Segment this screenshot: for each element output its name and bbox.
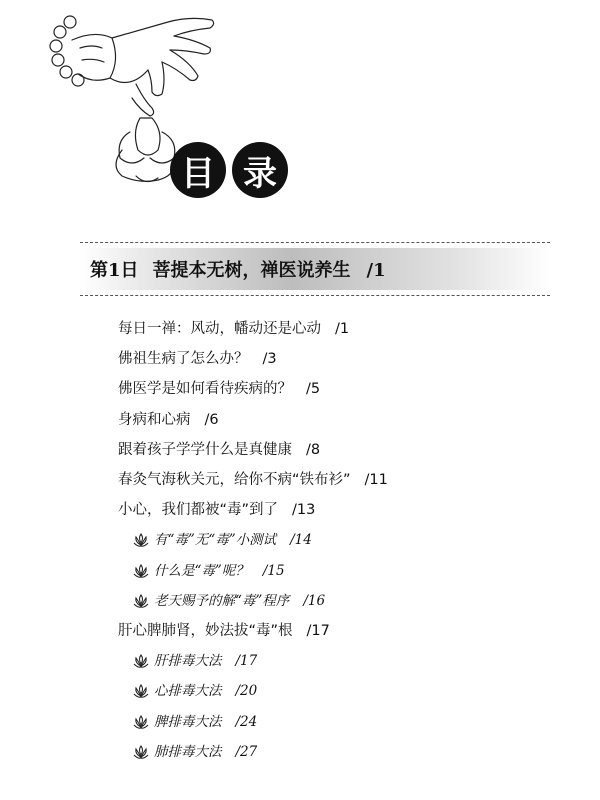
toc-entry-title: 佛祖生病了怎么办？ [118,351,249,368]
toc-entry-page: /1 [335,321,350,338]
toc-entry-title: 肝心脾肺肾，妙法拔“毒”根 [118,622,293,639]
title-char-2: 录 [232,142,288,198]
toc-entry-title: 小心，我们都被“毒”到了 [118,502,279,519]
toc-entry-page: /16 [303,592,326,609]
lotus-icon [132,592,150,610]
lotus-icon [132,743,150,761]
toc-entry[interactable] [118,465,578,495]
toc-entry-page: /13 [292,502,316,519]
toc-list [118,314,578,767]
toc-entry[interactable] [118,314,578,344]
toc-entry[interactable] [118,495,578,525]
toc-entry-title: 老天赐予的解“毒”程序 [154,592,290,609]
toc-entry-page: /8 [306,441,321,458]
toc-entry-title: 肝排毒大法 [154,653,222,670]
toc-subentry[interactable] [118,676,578,706]
chapter-page: /1 [366,260,386,281]
toc-entry-page: /24 [235,713,258,730]
toc-entry-page: /14 [290,532,312,549]
lotus-icon [132,682,150,700]
toc-entry-page: /3 [262,351,277,368]
lotus-icon [132,562,150,580]
chapter-heading [90,256,386,282]
toc-entry-title: 佛医学是如何看待疾病的？ [118,381,292,398]
toc-subentry[interactable] [118,646,578,676]
toc-entry-title: 脾排毒大法 [154,713,222,730]
toc-entry-page: /5 [306,381,321,398]
toc-entry[interactable] [118,344,578,374]
toc-subentry[interactable] [118,586,578,616]
lotus-icon [132,713,150,731]
toc-subentry[interactable] [118,737,578,767]
toc-entry-title: 有“毒”无“毒”小测试 [154,532,277,549]
toc-entry-title: 春灸气海秋关元，给你不病“铁布衫” [118,472,351,489]
toc-entry-page: /20 [235,683,258,700]
toc-entry[interactable] [118,405,578,435]
chapter-title: 菩提本无树，禅医说养生 [152,260,351,281]
toc-subentry[interactable] [118,556,578,586]
toc-subentry[interactable] [118,525,578,555]
chapter-banner[interactable] [80,242,550,296]
toc-entry-page: /17 [306,622,330,639]
title-char-1: 目 [170,142,226,198]
toc-entry-title: 肺排毒大法 [154,743,222,760]
banner-divider-bottom [80,295,550,296]
toc-entry-title: 什么是“毒”呢？ [154,562,249,579]
toc-entry-page: /15 [262,562,285,579]
toc-entry-page: /11 [364,472,388,489]
chapter-number: 第1日 [90,260,139,281]
toc-entry-page: /17 [235,653,258,670]
toc-entry[interactable] [118,616,578,646]
toc-entry-page: /6 [204,411,219,428]
page-title [170,142,288,198]
toc-entry-title: 身病和心病 [118,411,191,428]
toc-entry[interactable] [118,435,578,465]
toc-entry[interactable] [118,374,578,404]
toc-entry-page: /27 [235,743,258,760]
toc-entry-title: 每日一禅：风动，幡动还是心动 [118,321,321,338]
lotus-icon [132,652,150,670]
toc-entry-title: 跟着孩子学学什么是真健康 [118,441,292,458]
toc-entry-title: 心排毒大法 [154,683,222,700]
lotus-icon [132,531,150,549]
banner-divider-top [80,242,550,243]
toc-subentry[interactable] [118,706,578,736]
